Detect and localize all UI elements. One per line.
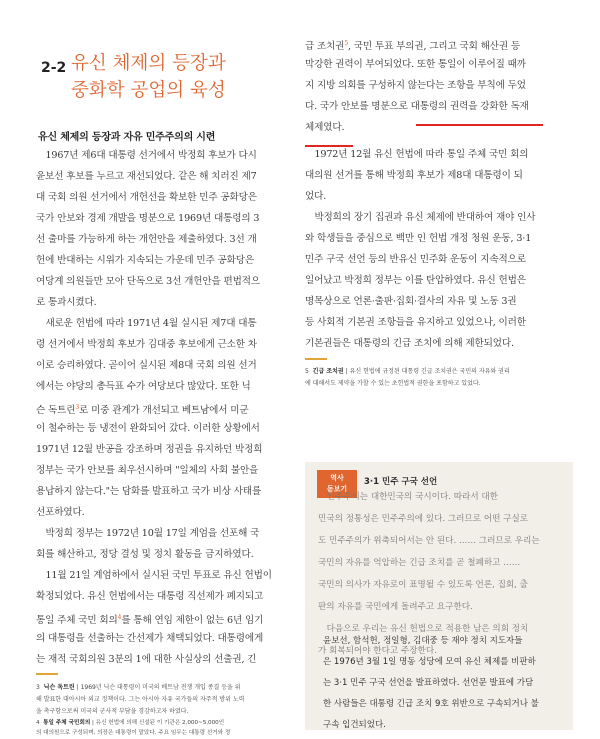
left-line: 이로 승리하였다. 곧이어 실시된 제8대 국회 의원 선거 bbox=[36, 360, 257, 371]
right-line: 일어났고 박정희 정부는 이를 탄압하였다. 유신 헌법은 bbox=[305, 275, 526, 286]
footnote-number: 4 bbox=[36, 720, 40, 726]
section-title bbox=[71, 50, 271, 104]
footnote-number: 5 bbox=[305, 368, 309, 375]
footnote-rule bbox=[305, 358, 327, 360]
emphasis-underline bbox=[305, 145, 353, 147]
quote-line: 국민의 의사가 자유로이 표명될 수 있도록 언론, 집회, 출 bbox=[318, 580, 528, 590]
footnote-4: 4 통일 주체 국민회의 | 유신 헌법에 의해 신설된 이 기관은 2,000~5,000인 의 대의원으로 구성되며, 의장은 대통령이 맡았다. 주요 임무는 대통령 선거와 정 bbox=[36, 720, 231, 736]
left-line: 는 재적 국회의원 3분의 1에 대한 사실상의 선출권, 긴 bbox=[36, 654, 257, 665]
left-line: 1971년 12월 반공을 강조하며 정권을 유지하던 박정희 bbox=[36, 444, 263, 455]
right-line: 었다. bbox=[305, 191, 327, 202]
left-line: 박정희 정부는 1972년 10월 17일 계엄을 선포해 국 bbox=[36, 528, 260, 539]
left-line: 에서는 야당의 총득표 수가 여당보다 많았다. 또한 닉 bbox=[36, 381, 251, 392]
footnote-marker-4[interactable]: 4 bbox=[117, 614, 122, 621]
right-line: 기본권들은 대통령의 긴급 조치에 의해 제한되었다. bbox=[305, 338, 514, 349]
right-line: 1972년 12월 유신 헌법에 따라 통일 주체 국민 회의 bbox=[305, 149, 529, 160]
box-body-line: 윤보선, 함석헌, 정일형, 김대중 등 재야 정치 지도자들 bbox=[323, 636, 523, 646]
left-line-text: 슨 독트린 bbox=[36, 405, 76, 417]
left-line: 이 철수하는 등 냉전이 완화되어 갔다. 이러한 상황에서 bbox=[36, 423, 260, 434]
footnote-text: 1969년 닉슨 대통령이 미국의 베트남 전쟁 개입 종결 등을 위 bbox=[80, 684, 241, 691]
footnote-text: 에 대해서도 제약을 가할 수 있는 초헌법적 권한을 포함하고 있었다. bbox=[305, 380, 481, 387]
footnote-text: 을 촉구함으로써 미국의 군사적 부담을 경감하고자 하였다. bbox=[36, 708, 189, 715]
right-line: 막강한 권력이 부여되었다. 또한 통일이 이루어질 때까 bbox=[305, 59, 526, 70]
right-line: 민주 구국 선언 등의 반유신 민주화 운동이 지속적으로 bbox=[305, 254, 526, 265]
left-line: 1967년 제6대 대통령 선거에서 박정희 후보가 다시 bbox=[36, 150, 257, 161]
right-line: 등 사회적 기본권 조항들을 유지하고 있었으나, 이러한 bbox=[305, 317, 526, 328]
right-line: 지 지방 의회를 구성하지 않는다는 조항을 부칙에 두었 bbox=[305, 80, 526, 91]
footnote-term: 닉슨 독트린 bbox=[43, 684, 75, 691]
right-line: 와 학생들을 중심으로 백만 인 헌법 개정 청원 운동, 3·1 bbox=[305, 233, 532, 244]
box-body-line: 한 사람들은 대통령 긴급 조치 9호 위반으로 구속되거나 불 bbox=[323, 699, 539, 709]
section-title-line-1: 유신 체제의 등장과 bbox=[71, 53, 226, 74]
quote-line: 민국의 정통성은 민주주의에 있다. 그러므로 어떤 구실로 bbox=[318, 514, 529, 524]
footnote-term: 긴급 조치권 bbox=[312, 368, 344, 375]
left-line: 용납하지 않는다."는 담화를 발표하고 국가 비상 사태를 bbox=[36, 486, 262, 497]
left-line-text: 를 통해 연임 제한이 없는 6년 임기 bbox=[121, 615, 264, 627]
left-line: 정부는 국가 안보를 최우선시하며 "일체의 사회 불안을 bbox=[36, 465, 259, 476]
quote-line: 판의 자유를 국민에게 돌려주고 요구한다. bbox=[318, 602, 473, 612]
box-body-line: 은 1976년 3월 1일 명동 성당에 모여 유신 체제를 비판하 bbox=[323, 657, 536, 667]
left-line-text: 통일 주체 국민 회의 bbox=[36, 615, 118, 627]
right-line-text: 급 조치권 bbox=[305, 41, 345, 53]
left-line: 헌에 반대하는 시위가 지속되는 가운데 민주 공화당은 bbox=[36, 255, 254, 266]
box-body-line: 는 3·1 민주 구국 선언을 발표하였다. 선언문 발표에 가담 bbox=[323, 678, 534, 688]
left-line: 국가 안보와 경제 개발을 명분으로 1969년 대통령의 3 bbox=[36, 213, 260, 224]
footnote-rule bbox=[36, 673, 58, 675]
footnote-text: 의 대의원으로 구성되며, 의장은 대통령이 맡았다. 주요 임무는 대통령 선거와 정 bbox=[36, 730, 231, 736]
right-line: 다. 국가 안보를 명분으로 대통령의 권력을 강화한 독재 bbox=[305, 101, 529, 112]
left-line: 의 대통령을 선출하는 간선제가 채택되었다. 대통령에게 bbox=[36, 633, 264, 644]
left-line: 대 국회 의원 선거에서 개헌선을 확보한 민주 공화당은 bbox=[36, 192, 257, 203]
box-title: 3·1 민주 구국 선언 bbox=[364, 477, 438, 487]
left-line: 회를 해산하고, 정당 결성 및 정치 활동을 금지하였다. bbox=[36, 549, 254, 560]
footnote-marker-5[interactable]: 5 bbox=[344, 40, 349, 47]
section-title-line-2: 중화학 공업의 육성 bbox=[71, 80, 226, 101]
emphasis-underline bbox=[416, 124, 543, 126]
right-line: 대의원 선거를 통해 박정희 후보가 제8대 대통령이 되 bbox=[305, 170, 523, 181]
footnote-5: 5 긴급 조치권 | 유신 헌법에 규정된 대통령 긴급 조치권은 국민의 자유와 권리 에 대해서도 제약을 가할 수 있는 초헌법적 권한을 포함하고 있었다. bbox=[305, 366, 510, 390]
quote-line: 민주주의는 대한민국의 국시이다. 따라서 대한 bbox=[318, 492, 498, 502]
quote-line: 가 회복되어야 한다고 주장한다. bbox=[318, 646, 437, 656]
box-body-line: 구속 입건되었다. bbox=[323, 720, 386, 730]
left-line: 선 출마를 가능하게 하는 개헌안을 제출하였다. 3선 개 bbox=[36, 234, 257, 245]
footnote-text: 유신 헌법에 규정된 대통령 긴급 조치권은 국민의 자유와 권리 bbox=[349, 368, 510, 375]
left-line: 로 통과시켰다. bbox=[36, 297, 97, 308]
badge-line-1: 역사 bbox=[330, 474, 344, 482]
quote-line: 국민의 자유를 억압하는 긴급 조치를 곧 철폐하고 …… bbox=[318, 558, 521, 568]
footnote-marker-3[interactable]: 3 bbox=[75, 404, 80, 411]
left-line: 령 선거에서 박정희 후보가 김대중 후보에게 근소한 차 bbox=[36, 339, 257, 350]
footnote-text: 유신 헌법에 의해 신설된 이 기관은 2,000~5,000인 bbox=[95, 720, 225, 726]
left-line: 선포하였다. bbox=[36, 507, 85, 518]
left-line: 확정되었다. 유신 헌법에서는 대통령 직선제가 폐지되고 bbox=[36, 591, 264, 602]
footnote-term: 통일 주체 국민회의 bbox=[43, 720, 91, 726]
footnote-3: 3 닉슨 독트린 | 1969년 닉슨 대통령이 미국의 베트남 전쟁 개입 종결 등을 위 해 발표한 대아시아 외교 정책이다. 그는 아시아 자유 국가들의 자주적 방위 노력 을 촉구함으로써 미국의 군사적 부담을 경감하고자 하였다. bbox=[36, 682, 244, 718]
badge-line-2: 돋보기 bbox=[326, 485, 348, 493]
right-line: 명목상으로 언론·출판·집회·결사의 자유 및 노동 3권 bbox=[305, 296, 517, 307]
subheading: 유신 체제의 등장과 자유 민주주의의 시련 bbox=[38, 132, 216, 143]
right-line: 박정희의 장기 집권과 유신 체제에 반대하여 재야 인사 bbox=[305, 212, 536, 223]
left-line-text: 로 미중 관계가 개선되고 베트남에서 미군 bbox=[79, 405, 249, 417]
quote-line: 도 민주주의가 위축되어서는 안 된다. …… 그러므로 우리는 bbox=[318, 536, 540, 546]
quote-line: 다음으로 우리는 유신 헌법으로 적용한 남은 의회 정치 bbox=[318, 624, 529, 634]
left-line: 11월 21일 계엄하에서 실시된 국민 투표로 유신 헌법이 bbox=[36, 570, 272, 581]
right-line-text: , 국민 투표 부의권, 그리고 국회 해산권 등 bbox=[348, 41, 521, 53]
left-line: 윤보선 후보를 누르고 재선되었다. 같은 해 치러진 제7 bbox=[36, 171, 257, 182]
left-line: 여당계 의원들만 모아 단독으로 3선 개헌안을 편법적으 bbox=[36, 276, 260, 287]
footnote-text: 해 발표한 대아시아 외교 정책이다. 그는 아시아 자유 국가들의 자주적 방위 노력 bbox=[36, 696, 245, 703]
footnote-number: 3 bbox=[36, 684, 40, 691]
section-number: 2-2 bbox=[41, 60, 67, 76]
right-line: 체제였다. bbox=[305, 122, 345, 133]
left-line: 새로운 헌법에 따라 1971년 4월 실시된 제7대 대통 bbox=[36, 318, 257, 329]
